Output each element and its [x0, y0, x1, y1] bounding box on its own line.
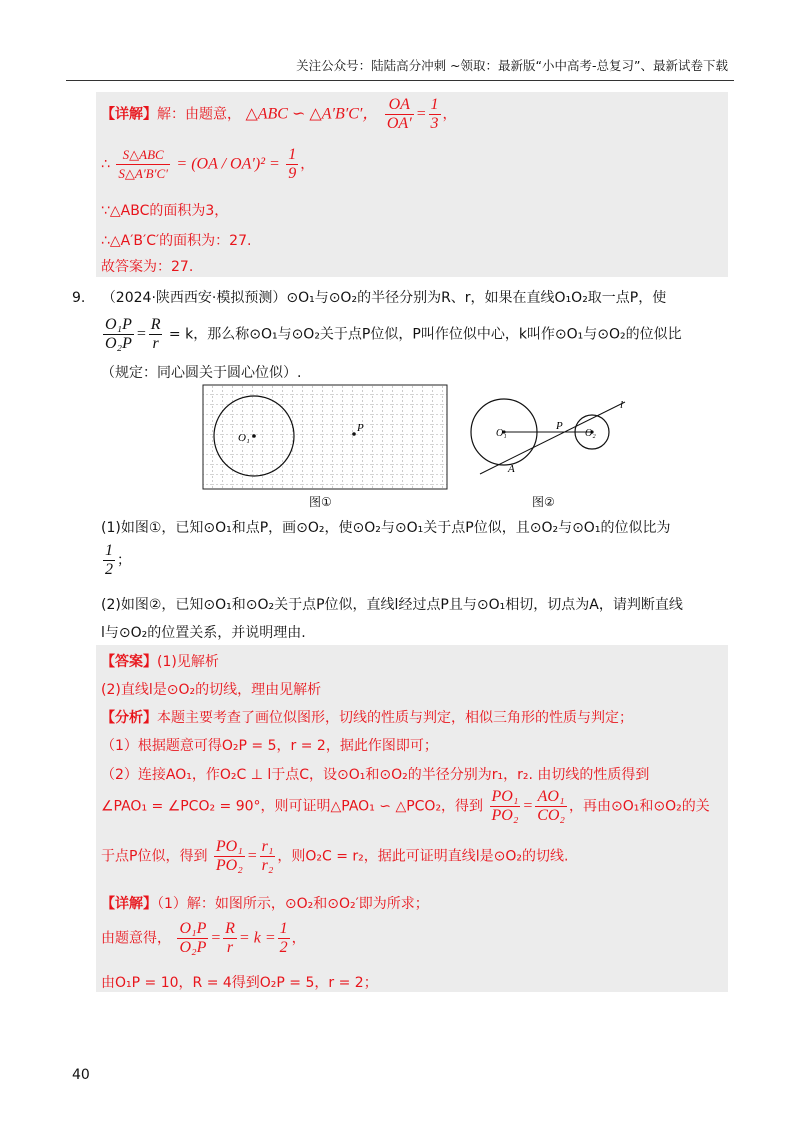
frac-num: R	[225, 920, 235, 937]
answer-label: 【答案】	[101, 654, 157, 670]
analysis-step-4-b: ，则O₂C = r₂，据此可证明直线l是⊙O₂的切线.	[277, 848, 569, 865]
eq-sign: =	[210, 929, 222, 947]
header-rule	[66, 80, 734, 81]
analysis-step-1: （1）根据题意可得O₂P = 5，r = 2，据此作图即可；	[101, 738, 438, 754]
frac-num: 1	[279, 920, 288, 937]
detail-text: 解：由题意，	[157, 106, 241, 123]
analysis-step-4	[101, 838, 569, 875]
analysis-step-3-a: ∠PAO₁ = ∠PCO₂ = 90°，则可证明△PAO₁ ∽ △PCO₂，得到	[101, 798, 484, 815]
area-value-num: 1	[288, 146, 297, 163]
ratio-num: OA	[385, 96, 414, 115]
frac-den: PO₂	[215, 857, 243, 874]
detail-d2-mid: = k =	[238, 929, 276, 947]
detail-line-4: ∴△A′B′C′的面积为：27.	[101, 233, 252, 249]
analysis-frac-3	[214, 838, 245, 875]
final-answer-line: 故答案为：27.	[101, 259, 194, 275]
detail-line-3: ∵△ABC的面积为3，	[101, 203, 229, 219]
answer-line-1	[101, 651, 219, 671]
frac-den: 2	[279, 939, 288, 956]
detail-label-2: 【详解】	[101, 896, 157, 912]
analysis-frac-2	[535, 788, 567, 825]
detail-line-d2	[101, 920, 306, 957]
question-9-intro	[72, 287, 666, 307]
analysis-step-3	[101, 788, 710, 825]
figure-2	[470, 392, 640, 492]
punct: ，	[300, 156, 315, 173]
analysis-line	[101, 707, 633, 727]
therefore-symbol: ∴	[101, 156, 110, 173]
punct: ；	[117, 552, 131, 569]
frac-den: CO₂	[537, 807, 565, 824]
frac-num: AO₁	[535, 788, 567, 807]
punct: ，	[442, 106, 457, 123]
detail-line-2	[101, 146, 314, 183]
answer-text-1: (1)见解析	[157, 654, 219, 670]
def-frac-num: O₁P	[105, 316, 132, 333]
analysis-step-3-b: ，再由⊙O₁和⊙O₂的关	[569, 798, 710, 815]
detail-line-1	[101, 96, 457, 133]
analysis-frac-4	[260, 838, 276, 875]
frac-num: PO₁	[491, 788, 519, 805]
analysis-frac-1	[490, 788, 521, 825]
frac-den: O₂P	[179, 939, 207, 956]
answer-line-2: (2)直线l是⊙O₂的切线，理由见解析	[101, 682, 322, 698]
eq-sign: =	[522, 797, 534, 815]
def-fraction-2	[149, 316, 163, 353]
punct: ，	[291, 930, 306, 947]
ratio-value-num: 1	[430, 96, 439, 113]
detail-line-d1	[101, 893, 429, 913]
ratio-fraction	[385, 96, 414, 133]
area-ratio-expr: = (OA / OA′)² =	[176, 155, 280, 173]
part-1-frac-num: 1	[105, 542, 113, 559]
analysis-label: 【分析】	[101, 710, 157, 726]
area-value-den: 9	[288, 165, 297, 182]
detail-frac-1	[177, 920, 208, 957]
part-2-text-a: (2)如图②，已知⊙O₁和⊙O₂关于点P位似，直线l经过点P且与⊙O₁相切，切点为A，请判断直线	[101, 597, 683, 613]
analysis-text: 本题主要考查了画位似图形，切线的性质与判定，相似三角形的性质与判定；	[157, 710, 633, 726]
label-p: P	[357, 422, 364, 434]
label-p: P	[556, 420, 563, 432]
analysis-step-2: （2）连接AO₁，作O₂C ⊥ l于点C，设⊙O₁和⊙O₂的半径分别为r₁，r₂. 由切线的性质得到	[101, 767, 650, 783]
frac-den: PO₂	[491, 807, 519, 824]
part-1-fraction	[103, 542, 115, 579]
def-r-num: R	[150, 316, 161, 333]
def-frac-den: O₂P	[105, 335, 132, 352]
frac-num: PO₁	[215, 838, 243, 855]
center-o1-point	[252, 434, 256, 438]
detail-label: 【详解】	[101, 106, 157, 123]
frac-den: r	[226, 939, 234, 956]
label-a: A	[508, 463, 515, 475]
page-number: 40	[72, 1067, 90, 1083]
detail-line-d3: 由O₁P = 10，R = 4得到O₂P = 5，r = 2；	[101, 975, 378, 991]
label-o1: O₁	[238, 432, 250, 444]
part-1-ratio	[101, 542, 131, 579]
part-1-frac-den: 2	[105, 561, 113, 578]
ratio-value	[429, 96, 441, 133]
label-l: l	[620, 399, 624, 411]
def-tail: = k，那么称⊙O₁与⊙O₂关于点P位似，P叫作位似中心，k叫作⊙O₁与⊙O₂的位似比	[168, 326, 682, 343]
area-ratio-value	[286, 146, 298, 183]
ratio-den: OA′	[386, 115, 412, 132]
detail-frac-3	[278, 920, 290, 957]
def-r-den: r	[152, 335, 159, 352]
question-9-definition	[101, 316, 682, 353]
frac-den: r₂	[261, 857, 274, 874]
question-9-rule: （规定：同心圆关于圆心位似）.	[101, 365, 302, 381]
figure-1	[202, 384, 448, 490]
ratio-value-den: 3	[430, 115, 439, 132]
label-o2: O₂	[585, 428, 596, 439]
question-intro-text: （2024·陕西西安·模拟预测）⊙O₁与⊙O₂的半径分别为R、r，如果在直线O₁O₂取一点P，使	[101, 290, 667, 306]
part-2-text-b: l与⊙O₂的位置关系，并说明理由.	[101, 625, 306, 641]
eq-sign: =	[246, 847, 258, 865]
def-fraction-1	[103, 316, 134, 353]
page-header: 关注公众号：陆陆高分冲刺 ~领取：最新版“小中高考-总复习”、最新试卷下载	[296, 58, 728, 73]
eq-sign: =	[415, 105, 427, 123]
figure-1-caption: 图①	[309, 495, 332, 509]
figure-2-caption: 图②	[532, 495, 555, 509]
part-1-text: (1)如图①，已知⊙O₁和点P，画⊙O₂，使⊙O₂与⊙O₁关于点P位似，且⊙O₂与⊙O₁的位似比为	[101, 520, 671, 536]
point-p	[352, 432, 356, 436]
question-number: 9.	[72, 290, 86, 306]
analysis-step-4-a: 于点P位似，得到	[101, 848, 208, 865]
frac-num: r₁	[261, 838, 274, 855]
eq-sign: =	[135, 325, 147, 343]
detail-frac-2	[223, 920, 237, 957]
similar-triangles: △ABC ∽ △A′B′C′，	[245, 105, 379, 123]
label-o1: O₁	[496, 428, 507, 439]
area-den: S△A′B′C′	[118, 166, 168, 181]
area-num: S△ABC	[116, 146, 170, 165]
detail-d2-a: 由题意得，	[101, 930, 171, 947]
area-ratio-fraction	[116, 146, 170, 183]
frac-num: O₁P	[179, 920, 207, 937]
detail-text-d1: （1）解：如图所示，⊙O₂和⊙O₂′即为所求；	[157, 896, 429, 912]
